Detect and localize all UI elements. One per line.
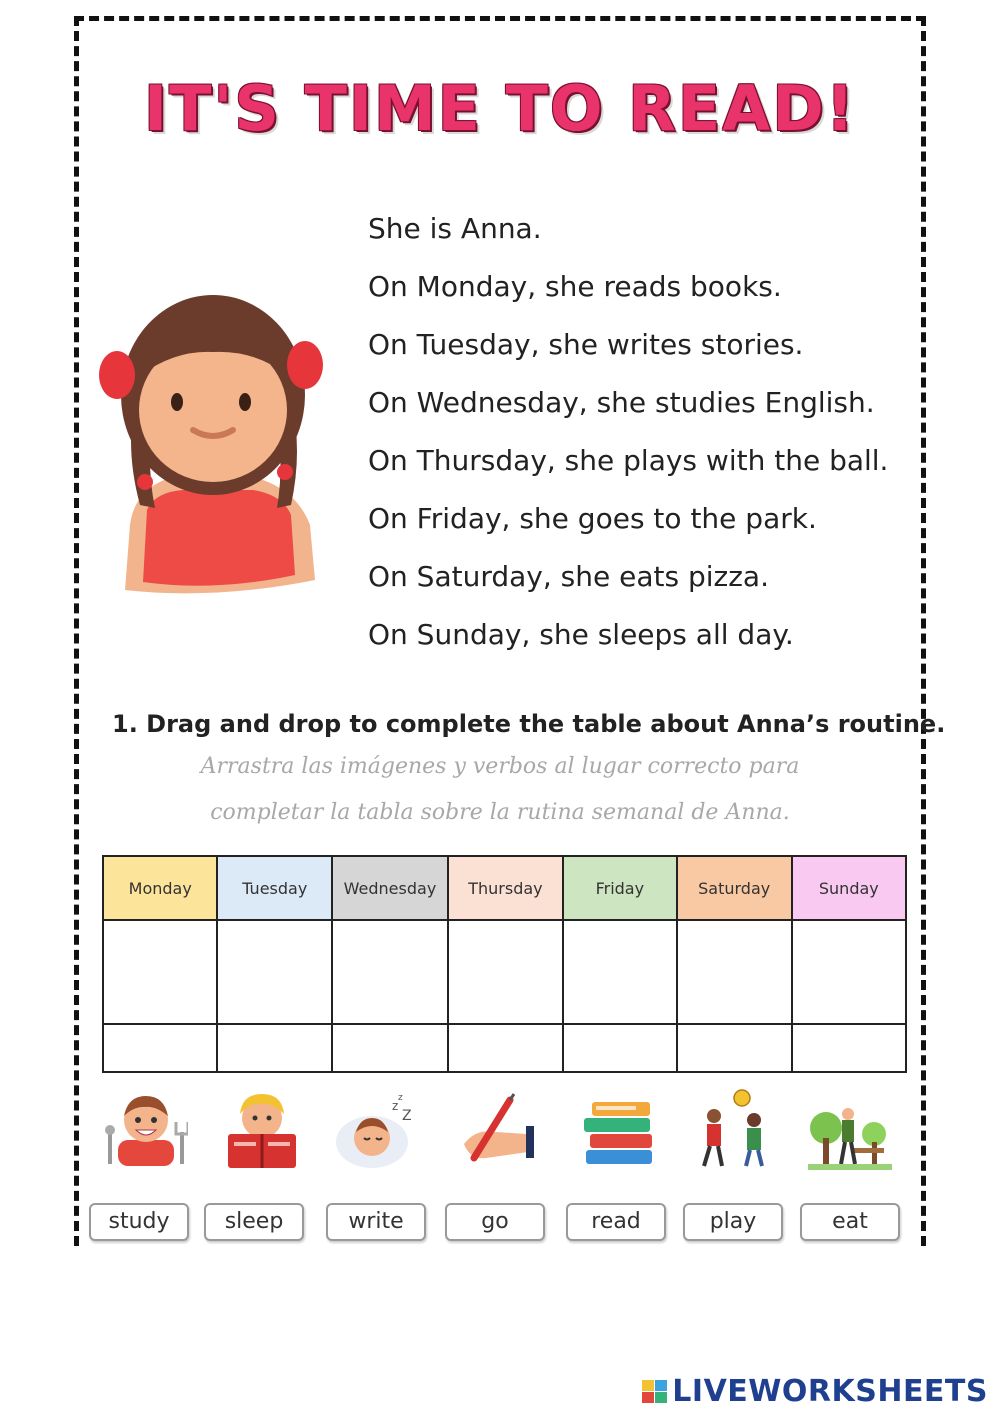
picture-drop-row (103, 920, 906, 1024)
story-line: On Tuesday, she writes stories. (368, 328, 804, 361)
svg-text:z: z (392, 1099, 399, 1113)
kids-playing-ball-icon[interactable] (692, 1088, 776, 1172)
instruction-spanish-line-2: completar la tabla sobre la rutina semanal de Anna. (210, 800, 790, 825)
liveworksheets-logo (642, 1374, 988, 1409)
routine-table (102, 855, 907, 1073)
verb-card-sleep[interactable]: sleep (204, 1203, 304, 1241)
day-header-friday: Friday (563, 856, 677, 920)
day-header-saturday: Saturday (677, 856, 792, 920)
verb-drop-row (103, 1024, 906, 1072)
story-line: On Monday, she reads books. (368, 270, 782, 303)
verb-card-study[interactable]: study (89, 1203, 189, 1241)
story-line: On Wednesday, she studies English. (368, 386, 875, 419)
verb-card-go[interactable]: go (445, 1203, 545, 1241)
picture-drop-zone-friday[interactable] (563, 920, 677, 1024)
verb-drop-zone-saturday[interactable] (677, 1024, 792, 1072)
verb-card-write[interactable]: write (326, 1203, 426, 1241)
brand-name: LIVEWORKSHEETS (672, 1374, 988, 1409)
story-line: On Sunday, she sleeps all day. (368, 618, 794, 651)
table-header-row (103, 856, 906, 920)
verb-drop-zone-tuesday[interactable] (217, 1024, 332, 1072)
child-sleeping-icon[interactable] (332, 1088, 416, 1172)
story-line: On Saturday, she eats pizza. (368, 560, 769, 593)
picture-drop-zone-thursday[interactable] (448, 920, 563, 1024)
verb-drop-zone-monday[interactable] (103, 1024, 217, 1072)
hand-writing-icon[interactable] (456, 1088, 540, 1172)
anna-girl-illustration (95, 270, 335, 600)
liveworksheets-logo-icon (642, 1380, 668, 1404)
verb-drop-zone-wednesday[interactable] (332, 1024, 448, 1072)
svg-text:Z: Z (402, 1108, 412, 1124)
story-line: On Thursday, she plays with the ball. (368, 444, 889, 477)
story-line: On Friday, she goes to the park. (368, 502, 817, 535)
verb-drop-zone-friday[interactable] (563, 1024, 677, 1072)
picture-drop-zone-sunday[interactable] (792, 920, 906, 1024)
day-header-thursday: Thursday (448, 856, 563, 920)
reading-story (368, 208, 888, 672)
verb-card-bank (0, 1203, 1000, 1243)
verb-drop-zone-sunday[interactable] (792, 1024, 906, 1072)
picture-drop-zone-monday[interactable] (103, 920, 217, 1024)
day-header-monday: Monday (103, 856, 217, 920)
picture-drop-zone-wednesday[interactable] (332, 920, 448, 1024)
svg-text:z: z (398, 1093, 403, 1103)
day-header-wednesday: Wednesday (332, 856, 448, 920)
verb-drop-zone-thursday[interactable] (448, 1024, 563, 1072)
day-header-sunday: Sunday (792, 856, 906, 920)
books-stack-icon[interactable] (578, 1088, 662, 1172)
verb-card-read[interactable]: read (566, 1203, 666, 1241)
picture-drop-zone-saturday[interactable] (677, 920, 792, 1024)
boy-reading-icon[interactable] (220, 1088, 304, 1172)
exercise-instruction: 1. Drag and drop to complete the table about Anna’s routine. (112, 710, 946, 738)
picture-drop-zone-tuesday[interactable] (217, 920, 332, 1024)
picture-card-bank (0, 1088, 1000, 1172)
story-line: She is Anna. (368, 212, 542, 245)
verb-card-eat[interactable]: eat (800, 1203, 900, 1241)
page-title: IT'S TIME TO READ! (144, 72, 856, 145)
boy-in-park-icon[interactable] (808, 1088, 892, 1172)
instruction-spanish-line-1: Arrastra las imágenes y verbos al lugar correcto para (200, 754, 800, 779)
boy-eating-icon[interactable] (104, 1088, 188, 1172)
verb-card-play[interactable]: play (683, 1203, 783, 1241)
day-header-tuesday: Tuesday (217, 856, 332, 920)
